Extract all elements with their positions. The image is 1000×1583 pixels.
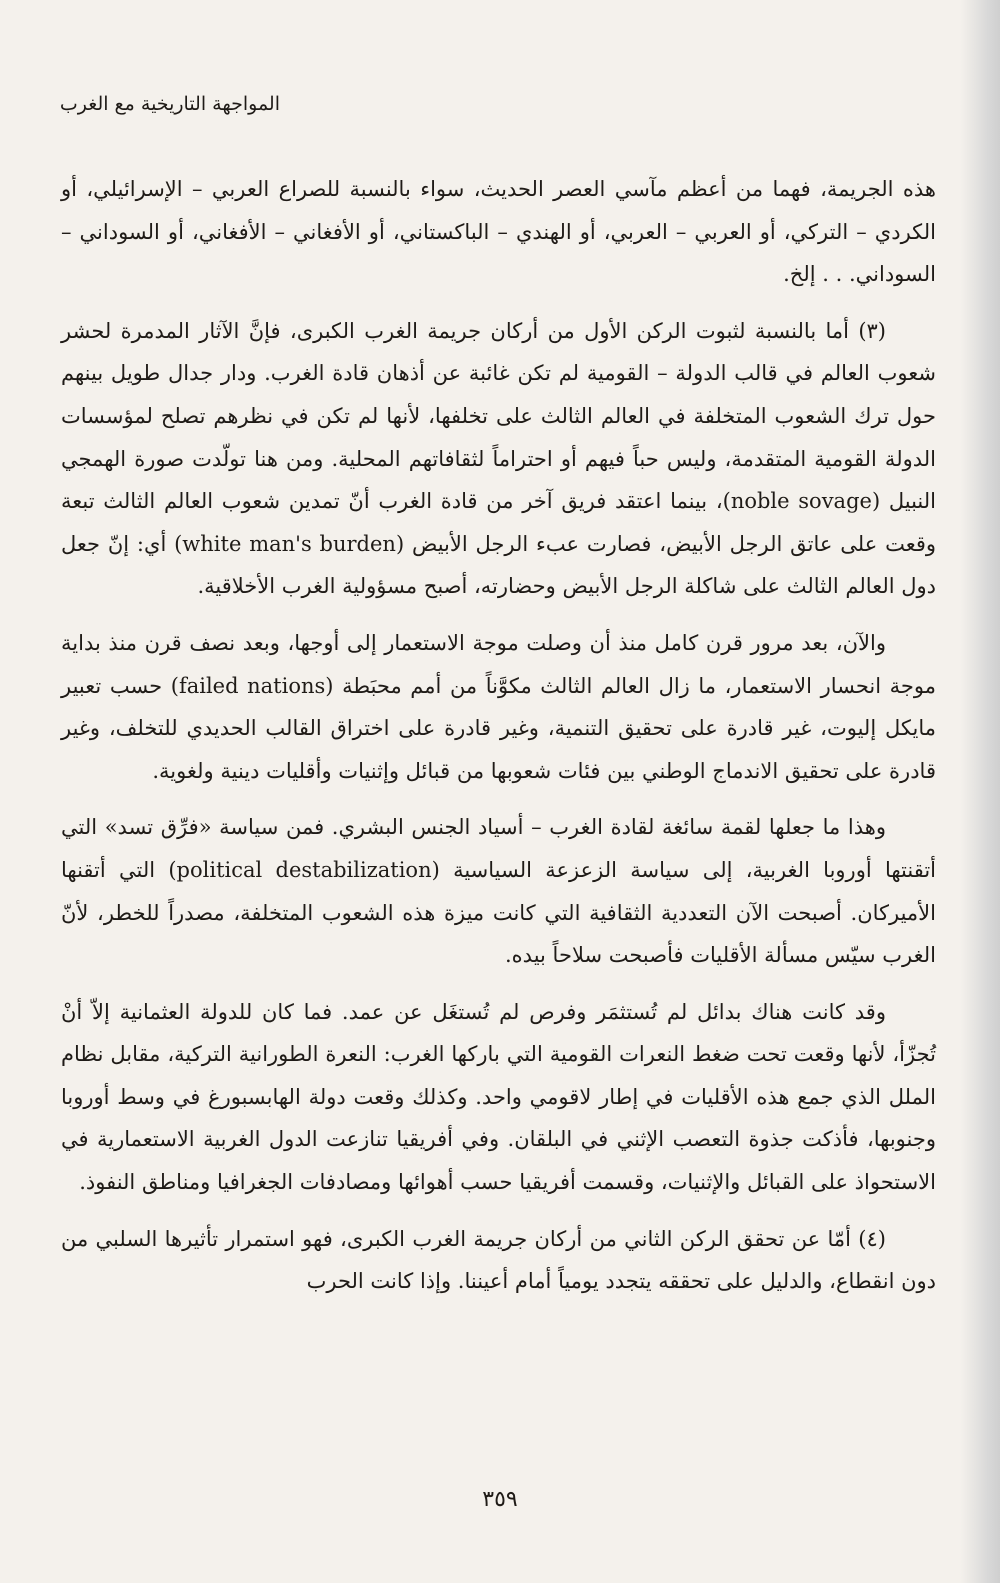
- page-gutter-shadow: [960, 0, 1000, 1583]
- paragraph-3: (٣) أما بالنسبة لثبوت الركن الأول من أركان جريمة الغرب الكبرى، فإنَّ الآثار المدمرة لحشر شعوب العالم في قالب الدولة – القومية لم تكن غائبة عن أذهان قادة الغرب. ودار جدال طويل بينهم حول ترك الشعوب المتخلفة في العالم الثالث على تخلفها، لأنها لم تكن في نظرهم تصلح لمؤسسات الدولة القومية المتقدمة، وليس حباً فيهم أو احتراماً لثقافاتهم المحلية. ومن هنا تولّدت صورة الهمجي النبيل (noble sovage)، بينما اعتقد فريق آخر من قادة الغرب أنّ تمدين شعوب العالم الثالث تبعة وقعت على عاتق الرجل الأبيض، فصارت عبء الرجل الأبيض (white man's burden) أي: إنّ جعل دول العالم الثالث على شاكلة الرجل الأبيض وحضارته، أصبح مسؤولية الغرب الأخلاقية.: [61, 318, 937, 599]
- paragraph-continuation: هذه الجريمة، فهما من أعظم مآسي العصر الحديث، سواء بالنسبة للصراع العربي – الإسرائيلي، أو الكردي – التركي، أو العربي – العربي، أو الهندي – الباكستاني، أو الأفغاني – الأفغاني، أو السوداني – السوداني. . . إلخ.: [61, 177, 936, 287]
- paragraph-alternatives: وقد كانت هناك بدائل لم تُستثمَر وفرص لم تُستغَل عن عمد. فما كان للدولة العثمانية إلاّ أنْ تُجزّأ، لأنها وقعت تحت ضغط النعرات القومية التي باركها الغرب: النعرة الطورانية التركية، مقابل نظام الملل الذي جمع هذه الأقليات في إطار لاقومي واحد. وكذلك وقعت دولة الهابسبورغ في وسط أوروبا وجنوبها، فأذكت جذوة التعصب الإثني في البلقان. وفي أفريقيا تنازعت الدول الغربية الاستعمارية في الاستحواذ على القبائل والإثنيات، وقسمت أفريقيا حسب أهوائها ومصادفات الجغرافيا ومناطق النفوذ.: [61, 999, 936, 1195]
- body-text: [61, 168, 936, 1317]
- paragraph-now: والآن، بعد مرور قرن كامل منذ أن وصلت موجة الاستعمار إلى أوجها، وبعد نصف قرن منذ بداية موجة انحسار الاستعمار، ما زال العالم الثالث مكوَّناً من أمم محبَطة (failed nations) حسب تعبير مايكل إليوت، غير قادرة على تحقيق التنمية، وغير قادرة على اختراق القالب الحديدي للتخلف، وغير قادرة على تحقيق الاندماج الوطني بين فئات شعوبها من قبائل وإثنيات وأقليات دينية ولغوية.: [61, 630, 937, 783]
- paragraph-divide-and-rule: وهذا ما جعلها لقمة سائغة لقادة الغرب – أسياد الجنس البشري. فمن سياسة «فرِّق تسد» التي أتقنتها أوروبا الغربية، إلى سياسة الزعزعة السياسية (political destabilization) التي أتقنها الأميركان. أصبحت الآن التعددية الثقافية التي كانت ميزة هذه الشعوب المتخلفة، مصدراً للخطر، لأنّ الغرب سيّس مسألة الأقليات فأصبحت سلاحاً بيده.: [61, 815, 937, 968]
- page-number: ٣٥٩: [482, 1487, 518, 1512]
- running-head: المواجهة التاريخية مع الغرب: [59, 93, 280, 115]
- paragraph-4: (٤) أمّا عن تحقق الركن الثاني من أركان جريمة الغرب الكبرى، فهو استمرار تأثيرها السلبي من دون انقطاع، والدليل على تحققه يتجدد يومياً أمام أعيننا. وإذا كانت الحرب: [61, 1226, 936, 1294]
